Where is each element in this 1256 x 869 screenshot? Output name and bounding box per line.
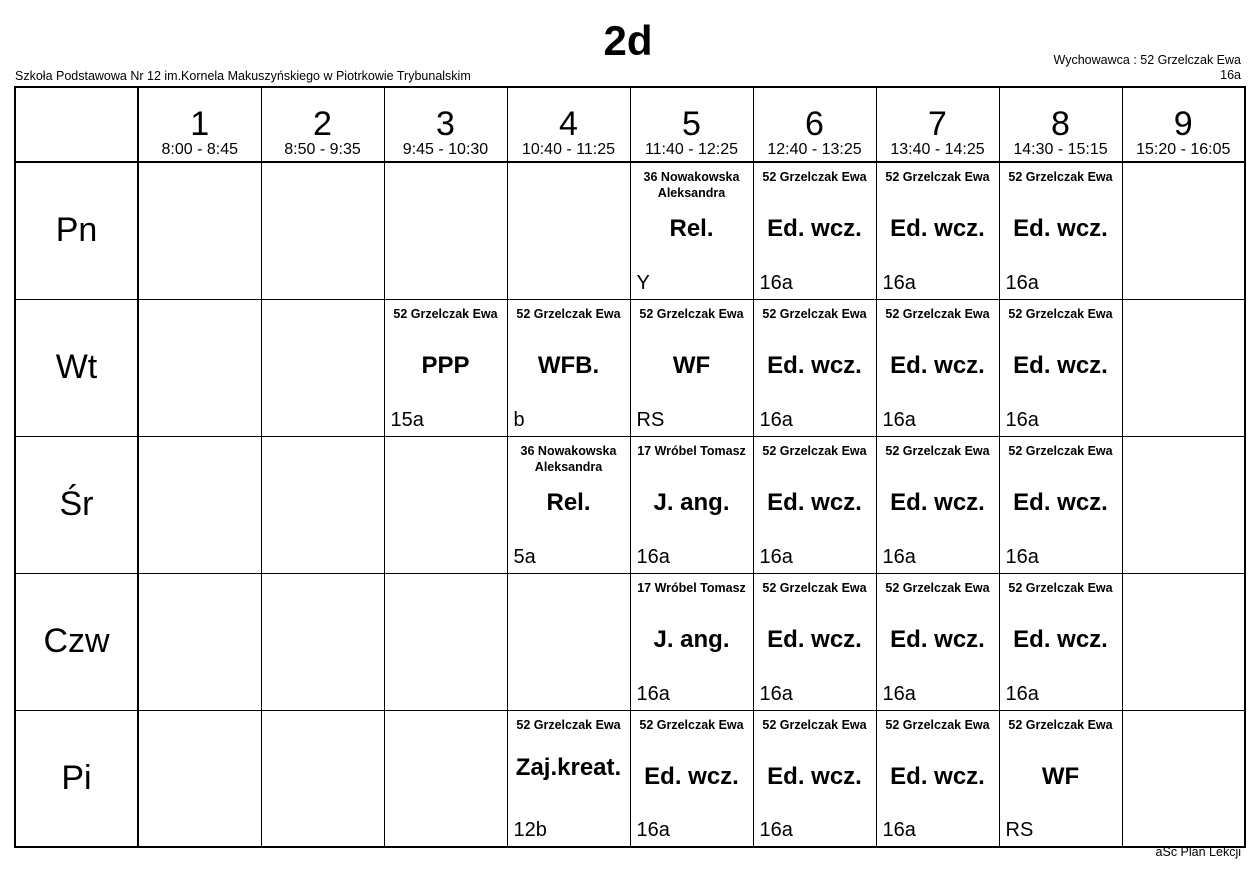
period-number: 9 — [1173, 105, 1193, 143]
period-time: 15:20 - 16:05 — [1136, 141, 1231, 158]
lesson-room: 16a — [759, 408, 793, 431]
day-cell — [15, 573, 138, 710]
period-time: 13:40 - 14:25 — [890, 141, 985, 158]
lesson-cell — [507, 299, 630, 436]
lesson-cell — [999, 436, 1122, 573]
footer-credit: aSc Plan Lekcji — [1155, 845, 1241, 859]
lesson-teacher: 52 Grzelczak Ewa — [516, 306, 621, 321]
lesson-subject: Ed. wcz. — [890, 762, 985, 790]
lesson-subject: Ed. wcz. — [890, 351, 985, 379]
period-time: 14:30 - 15:15 — [1013, 141, 1108, 158]
lesson-cell — [630, 162, 753, 299]
empty-cell — [261, 162, 384, 299]
lesson-room: 15a — [390, 408, 424, 431]
lesson-subject: WF — [1041, 762, 1080, 790]
day-label: Śr — [59, 485, 94, 523]
day-row — [15, 573, 1245, 710]
lesson-cell — [753, 299, 876, 436]
lesson-room: 16a — [882, 682, 916, 705]
lesson-room: 5a — [513, 545, 536, 568]
period-time: 8:00 - 8:45 — [161, 141, 238, 158]
period-number: 3 — [436, 105, 455, 143]
lesson-cell — [630, 710, 753, 847]
lesson-cell — [507, 436, 630, 573]
day-cell — [15, 710, 138, 847]
lesson-room: RS — [1005, 819, 1034, 841]
lesson-subject: Ed. wcz. — [890, 625, 985, 653]
period-header-row — [15, 87, 1245, 162]
period-header-2 — [261, 87, 384, 162]
lesson-teacher: 52 Grzelczak Ewa — [393, 306, 498, 321]
lesson-teacher: 52 Grzelczak Ewa — [762, 717, 867, 732]
form-room: 16a — [1220, 68, 1241, 82]
empty-cell — [1122, 710, 1245, 847]
lesson-subject: Ed. wcz. — [644, 762, 739, 790]
period-time: 11:40 - 12:25 — [644, 141, 739, 158]
lesson-cell — [753, 436, 876, 573]
lesson-teacher: 52 Grzelczak Ewa — [1008, 170, 1113, 184]
lesson-teacher: 17 Wróbel Tomasz — [637, 580, 746, 595]
lesson-cell — [753, 162, 876, 299]
lesson-cell — [876, 436, 999, 573]
empty-cell — [1122, 162, 1245, 299]
period-number: 4 — [559, 105, 578, 143]
lesson-cell — [876, 710, 999, 847]
lesson-room: 16a — [882, 819, 916, 841]
lesson-room: b — [513, 408, 525, 431]
day-row — [15, 436, 1245, 573]
class-title: 2d — [603, 17, 653, 64]
lesson-cell — [999, 299, 1122, 436]
lesson-teacher: 52 Grzelczak Ewa — [762, 170, 867, 184]
lesson-teacher: 52 Grzelczak Ewa — [885, 306, 990, 321]
day-label: Pn — [55, 211, 98, 250]
lesson-teacher: 52 Grzelczak Ewa — [885, 717, 990, 732]
empty-cell — [1122, 299, 1245, 436]
lesson-teacher: 52 Grzelczak Ewa — [885, 443, 990, 458]
lesson-room: 12b — [513, 819, 547, 841]
empty-cell — [384, 573, 507, 710]
period-number: 7 — [928, 105, 947, 143]
lesson-cell — [999, 573, 1122, 710]
lesson-subject: Ed. wcz. — [767, 625, 862, 653]
lesson-subject: Ed. wcz. — [1013, 625, 1108, 653]
lesson-cell — [630, 299, 753, 436]
lesson-room: 16a — [759, 682, 793, 705]
empty-cell — [138, 710, 261, 847]
empty-cell — [384, 710, 507, 847]
period-header-6 — [753, 87, 876, 162]
period-header-8 — [999, 87, 1122, 162]
period-number: 2 — [313, 105, 332, 143]
lesson-cell — [753, 573, 876, 710]
lesson-room: 16a — [759, 819, 793, 841]
timetable-grid — [14, 86, 1246, 848]
empty-cell — [507, 162, 630, 299]
empty-cell — [138, 436, 261, 573]
period-header-4 — [507, 87, 630, 162]
period-time: 10:40 - 11:25 — [521, 141, 616, 158]
lesson-room: 16a — [636, 819, 670, 841]
lesson-subject: Rel. — [669, 215, 714, 242]
lesson-subject: Ed. wcz. — [1013, 215, 1108, 242]
day-label: Czw — [43, 622, 110, 660]
day-label: Pi — [61, 758, 92, 797]
period-number: 1 — [190, 105, 210, 143]
lesson-teacher: 52 Grzelczak Ewa — [885, 580, 990, 595]
lesson-cell — [507, 710, 630, 847]
lesson-room: 16a — [759, 545, 793, 568]
lesson-subject: WFB. — [537, 351, 600, 379]
lesson-teacher: 52 Grzelczak Ewa — [1008, 580, 1113, 595]
lesson-subject: PPP — [421, 351, 470, 379]
lesson-room: 16a — [882, 408, 916, 431]
lesson-subject: Ed. wcz. — [767, 215, 862, 242]
lesson-teacher: 52 Grzelczak Ewa — [639, 717, 744, 732]
day-label: Wt — [55, 348, 98, 386]
lesson-subject: Ed. wcz. — [767, 488, 862, 516]
period-header-5 — [630, 87, 753, 162]
lesson-subject: Ed. wcz. — [890, 215, 985, 242]
period-number: 8 — [1051, 105, 1070, 143]
lesson-cell — [999, 162, 1122, 299]
period-header-9 — [1122, 87, 1245, 162]
lesson-subject: J. ang. — [653, 625, 730, 653]
lesson-room: 16a — [636, 682, 670, 705]
empty-cell — [507, 573, 630, 710]
lesson-cell — [876, 162, 999, 299]
lesson-teacher: 52 Grzelczak Ewa — [1008, 717, 1113, 732]
corner-cell — [15, 87, 138, 162]
day-row — [15, 710, 1245, 847]
lesson-cell — [630, 436, 753, 573]
lesson-teacher: 52 Grzelczak Ewa — [1008, 306, 1113, 321]
lesson-room: 16a — [636, 545, 670, 568]
lesson-room: 16a — [1005, 682, 1039, 705]
school-name: Szkoła Podstawowa Nr 12 im.Kornela Makuszyńskiego w Piotrkowie Trybunalskim — [15, 69, 471, 83]
lesson-room: 16a — [882, 271, 916, 294]
period-header-7 — [876, 87, 999, 162]
period-header-3 — [384, 87, 507, 162]
period-number: 6 — [805, 105, 824, 143]
lesson-subject: Ed. wcz. — [767, 351, 862, 379]
lesson-room: 16a — [1005, 408, 1039, 431]
empty-cell — [138, 162, 261, 299]
empty-cell — [1122, 573, 1245, 710]
lesson-teacher: 52 Grzelczak Ewa — [885, 170, 990, 184]
lesson-teacher: 36 Nowakowska Aleksandra — [520, 443, 617, 474]
lesson-cell — [876, 573, 999, 710]
lesson-teacher: 17 Wróbel Tomasz — [637, 443, 746, 458]
lesson-cell — [876, 299, 999, 436]
empty-cell — [384, 436, 507, 573]
lesson-room: 16a — [759, 271, 793, 294]
lesson-teacher: 36 Nowakowska Aleksandra — [643, 170, 740, 200]
lesson-room: 16a — [1005, 271, 1039, 294]
empty-cell — [261, 299, 384, 436]
lesson-teacher: 52 Grzelczak Ewa — [762, 443, 867, 458]
lesson-subject: Ed. wcz. — [890, 488, 985, 516]
lesson-teacher: 52 Grzelczak Ewa — [1008, 443, 1113, 458]
lesson-room: Y — [636, 271, 650, 294]
day-row — [15, 299, 1245, 436]
lesson-cell — [999, 710, 1122, 847]
period-time: 9:45 - 10:30 — [402, 141, 489, 158]
lesson-teacher: 52 Grzelczak Ewa — [762, 580, 867, 595]
day-row — [15, 162, 1245, 299]
empty-cell — [138, 573, 261, 710]
lesson-subject: Ed. wcz. — [1013, 351, 1108, 379]
period-number: 5 — [682, 105, 701, 143]
period-header-1 — [138, 87, 261, 162]
form-teacher: Wychowawca : 52 Grzelczak Ewa — [1053, 53, 1241, 67]
form-teacher-info — [1054, 53, 1241, 83]
empty-cell — [1122, 436, 1245, 573]
lesson-subject: Rel. — [546, 488, 591, 516]
day-cell — [15, 436, 138, 573]
lesson-subject: J. ang. — [653, 488, 730, 516]
empty-cell — [138, 299, 261, 436]
lesson-subject: Ed. wcz. — [767, 762, 862, 790]
lesson-room: RS — [636, 408, 665, 431]
period-time: 8:50 - 9:35 — [284, 141, 361, 158]
period-time: 12:40 - 13:25 — [767, 141, 862, 158]
lesson-teacher: 52 Grzelczak Ewa — [516, 717, 621, 732]
empty-cell — [261, 573, 384, 710]
day-cell — [15, 162, 138, 299]
lesson-cell — [753, 710, 876, 847]
lesson-subject: WF — [672, 351, 711, 379]
lesson-cell — [630, 573, 753, 710]
lesson-cell — [384, 299, 507, 436]
empty-cell — [384, 162, 507, 299]
lesson-room: 16a — [1005, 545, 1039, 568]
lesson-subject: Zaj.kreat. — [515, 753, 622, 781]
lesson-subject: Ed. wcz. — [1013, 488, 1108, 516]
lesson-teacher: 52 Grzelczak Ewa — [639, 306, 744, 321]
lesson-teacher: 52 Grzelczak Ewa — [762, 306, 867, 321]
empty-cell — [261, 710, 384, 847]
lesson-room: 16a — [882, 545, 916, 568]
day-cell — [15, 299, 138, 436]
empty-cell — [261, 436, 384, 573]
